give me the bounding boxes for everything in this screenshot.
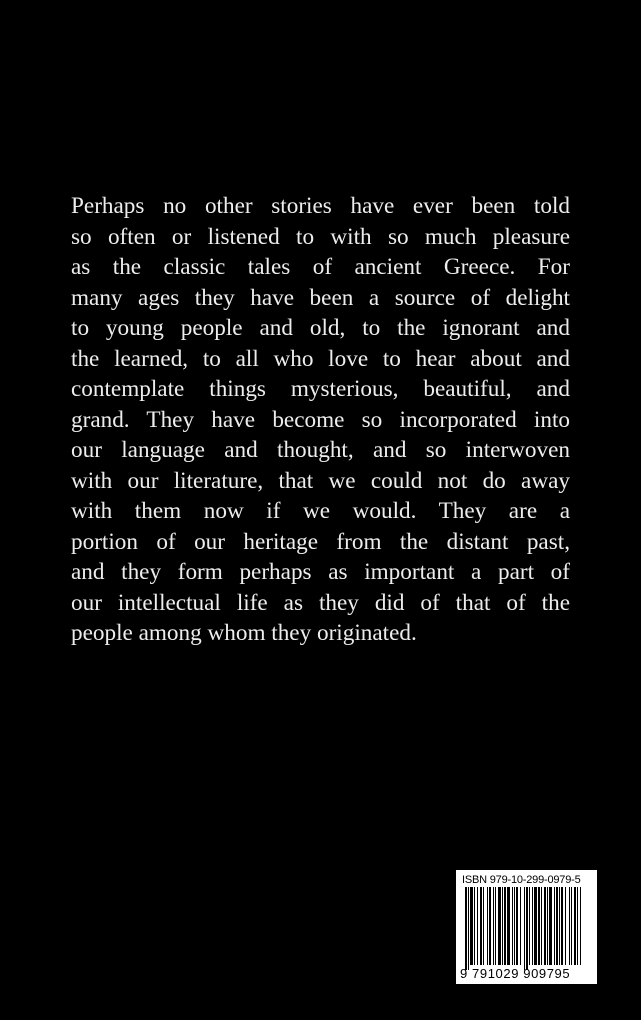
barcode-bar [474, 887, 475, 965]
barcode-bar [514, 887, 515, 965]
barcode-bar [580, 887, 581, 965]
barcode-bar [574, 887, 576, 965]
barcode-bar [495, 887, 496, 965]
barcode-bar [493, 887, 494, 965]
barcode-bar [541, 887, 542, 965]
blurb-line: to young people and old, to the ignorant and [71, 315, 570, 341]
blurb-line: many ages they have been a source of delight [71, 284, 570, 311]
barcode-bar [532, 887, 533, 965]
blurb-line: Perhaps no other stories have ever been told [71, 193, 570, 219]
barcode-bar [559, 887, 560, 965]
isbn-label: ISBN 979-10-299-0979-5 [462, 874, 581, 886]
barcode-bar [526, 887, 528, 970]
blurb-line: grand. They have become so incorporated into [71, 406, 570, 433]
barcode-bar [571, 887, 572, 965]
blurb-line: with them now if we would. They are a [71, 498, 570, 524]
barcode-bar [498, 887, 501, 965]
barcode-bar [502, 887, 503, 965]
barcode-bar [547, 887, 548, 965]
barcode-bar [489, 887, 491, 965]
barcode-bar [465, 887, 467, 970]
blurb-line: contemplate things mysterious, beautiful, and [71, 376, 570, 402]
blurb-line: the learned, to all who love to hear about and [71, 345, 570, 372]
barcode-bar [538, 887, 540, 965]
barcode-bar [470, 887, 473, 965]
barcode-bar [480, 887, 482, 965]
barcode-digits: 9 791029 909795 [460, 966, 571, 981]
blurb-line: our intellectual life as they did of that of the [71, 589, 570, 616]
barcode-bar [529, 887, 530, 965]
blurb-line: people among whom they originated. [71, 620, 417, 646]
barcode-bar [504, 887, 506, 965]
blurb-line: our language and thought, and so interwoven [71, 437, 570, 463]
barcode-bar [569, 887, 570, 965]
barcode-bar [512, 887, 513, 965]
barcode-bar [554, 887, 555, 965]
barcode-bar [549, 887, 552, 965]
barcode-bar [468, 887, 469, 970]
barcode-bar [507, 887, 510, 965]
blurb-line: portion of our heritage from the distant past, [71, 528, 570, 555]
isbn-barcode [456, 870, 597, 984]
barcode-bar [565, 887, 566, 965]
blurb-text [71, 191, 570, 649]
barcode-bar [534, 887, 537, 965]
barcode-bar [544, 887, 546, 965]
blurb-line: so often or listened to with so much pleasure [71, 223, 570, 250]
blurb-line: and they form perhaps as important a part of [71, 559, 570, 585]
barcode-bar [477, 887, 478, 965]
barcode-bar [556, 887, 558, 965]
barcode-bar [483, 887, 484, 965]
barcode-bar [561, 887, 563, 965]
barcode-bar [577, 887, 578, 965]
barcode-bar [524, 887, 525, 970]
barcode-bar [487, 887, 488, 965]
blurb-line: as the classic tales of ancient Greece. For [71, 254, 570, 280]
blurb-line: with our literature, that we could not do away [71, 467, 570, 494]
barcode-bar [516, 887, 518, 965]
barcode-bar [520, 887, 521, 965]
